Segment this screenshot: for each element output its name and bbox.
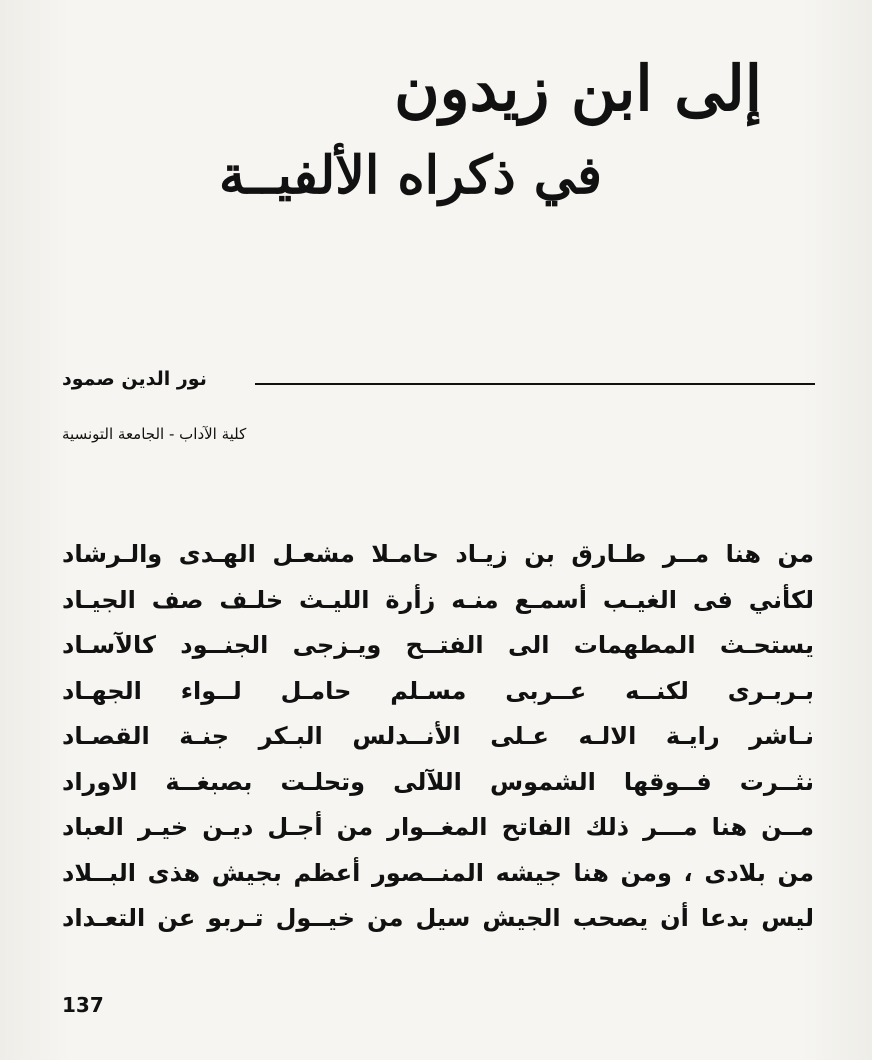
poem-verse: نثــرت فــوقها الشموس اللآلى وتحلـت بصبغــة الاوراد [62, 767, 814, 796]
poem-verse: لكأني فى الغيـب أسمـع منـه زأرة الليـث خلـف صف الجيـاد [62, 585, 814, 614]
poem-verse: يستحـث المطهمات الى الفتــح ويـزجى الجنــود كالآسـاد [62, 631, 814, 659]
poem-verse: ليس بدعا أن يصحب الجيش سيل من خيــول تـربو عن التعـداد [62, 904, 814, 932]
article-subtitle: في ذكراه الألفيــة [219, 145, 602, 206]
page-number: 137 [62, 993, 104, 1017]
poem-verse: مــن هنا مـــر ذلك الفاتح المغــوار من أجـل ديـن خيـر العباد [62, 813, 814, 841]
poem-body [62, 532, 814, 942]
poem-verse: بـربـرى لكنــه عــربى مسـلم حامـل لــواء الجهـاد [62, 676, 814, 705]
author-divider-line [255, 383, 815, 385]
author-affiliation: كلية الآداب - الجامعة التونسية [62, 425, 247, 443]
author-name: نور الدين صمود [62, 368, 207, 390]
article-title: إلى ابن زيدون [394, 52, 762, 125]
poem-verse: من بلادى ، ومن هنا جيشه المنــصور أعظم بجيش هذى البــلاد [62, 858, 814, 887]
poem-verse: نـاشر رايـة الالـه عـلى الأنــدلس البـكر جنـة القصـاد [62, 722, 814, 750]
poem-verse: من هنا مــر طـارق بن زيـاد حامـلا مشعـل الهـدى والـرشاد [62, 540, 814, 568]
